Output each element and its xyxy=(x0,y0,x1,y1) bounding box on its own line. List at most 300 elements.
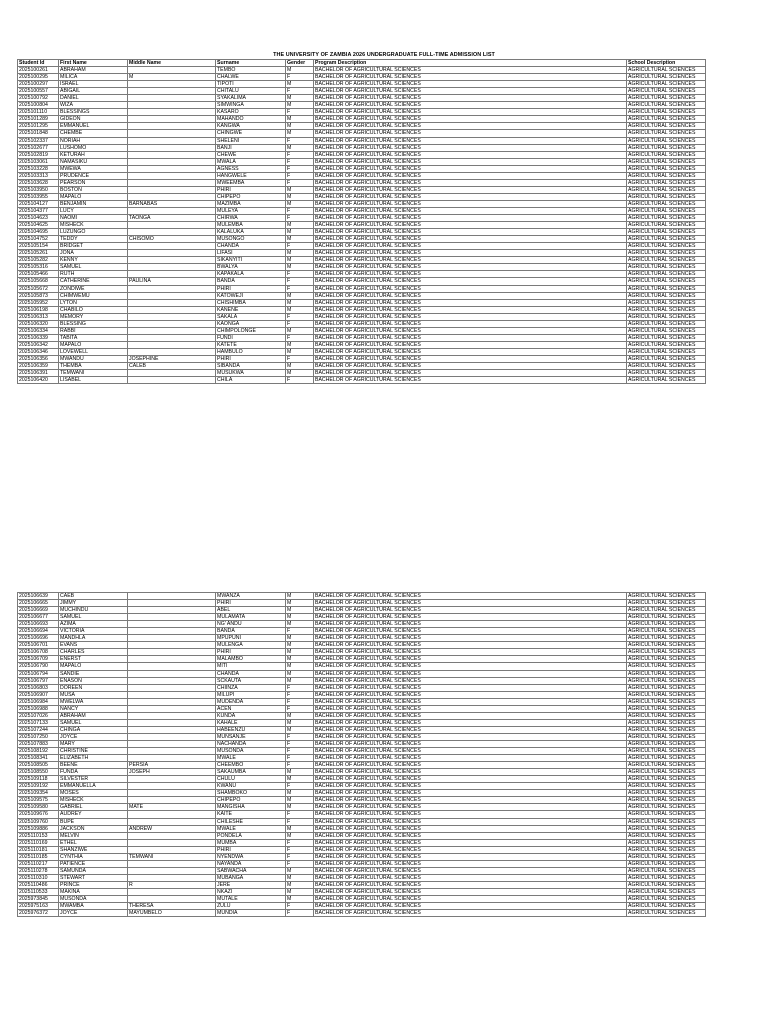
school-description-cell: AGRICULTURAL SCIENCES xyxy=(627,151,706,158)
gender-cell: M xyxy=(286,229,314,236)
table-row xyxy=(18,193,706,200)
program-description-cell: BACHELOR OF AGRICULTURAL SCIENCES xyxy=(314,656,627,663)
gender-cell: M xyxy=(286,95,314,102)
student-id-cell: 2025110533 xyxy=(18,888,59,895)
table-row xyxy=(18,698,706,705)
student-id-cell: 2025102337 xyxy=(18,137,59,144)
admission-table-block-1 xyxy=(17,59,706,384)
surname-cell: NAYANDA xyxy=(216,860,286,867)
first-name-cell: MAPALO xyxy=(59,193,128,200)
gender-cell: F xyxy=(286,748,314,755)
table-row xyxy=(18,846,706,853)
student-id-cell: 2025973845 xyxy=(18,896,59,903)
school-description-cell: AGRICULTURAL SCIENCES xyxy=(627,74,706,81)
surname-cell: KWANU xyxy=(216,783,286,790)
table-row xyxy=(18,755,706,762)
student-id-cell: 2025106988 xyxy=(18,705,59,712)
first-name-cell: MAPALO xyxy=(59,663,128,670)
school-description-cell: AGRICULTURAL SCIENCES xyxy=(627,649,706,656)
gender-cell: M xyxy=(286,200,314,207)
student-id-cell: 2025106790 xyxy=(18,663,59,670)
student-id-cell: 2025106907 xyxy=(18,691,59,698)
program-description-cell: BACHELOR OF AGRICULTURAL SCIENCES xyxy=(314,102,627,109)
surname-cell: CHISHIMBA xyxy=(216,299,286,306)
first-name-cell: SAMUEL xyxy=(59,614,128,621)
first-name-cell: MEMORY xyxy=(59,313,128,320)
surname-cell: SIKANYITI xyxy=(216,257,286,264)
first-name-cell: SILVESTER xyxy=(59,776,128,783)
first-name-cell: CATHERINE xyxy=(59,278,128,285)
table-row xyxy=(18,783,706,790)
first-name-cell: CAEB xyxy=(59,593,128,600)
middle-name-cell xyxy=(128,320,216,327)
surname-cell: CHALWE xyxy=(216,74,286,81)
surname-cell: BWALYA xyxy=(216,264,286,271)
surname-cell: KATOWEJI xyxy=(216,292,286,299)
table-row xyxy=(18,285,706,292)
student-id-cell: 2025109676 xyxy=(18,811,59,818)
middle-name-cell xyxy=(128,712,216,719)
school-description-cell: AGRICULTURAL SCIENCES xyxy=(627,377,706,384)
student-id-cell: 2025110181 xyxy=(18,846,59,853)
middle-name-cell xyxy=(128,292,216,299)
gender-cell: F xyxy=(286,853,314,860)
gender-cell: M xyxy=(286,719,314,726)
program-description-cell: BACHELOR OF AGRICULTURAL SCIENCES xyxy=(314,264,627,271)
table-row xyxy=(18,867,706,874)
gender-cell: M xyxy=(286,642,314,649)
school-description-cell: AGRICULTURAL SCIENCES xyxy=(627,797,706,804)
first-name-cell: MUSONDA xyxy=(59,896,128,903)
table-row xyxy=(18,109,706,116)
program-description-cell: BACHELOR OF AGRICULTURAL SCIENCES xyxy=(314,755,627,762)
gender-cell: F xyxy=(286,903,314,910)
table-row xyxy=(18,712,706,719)
gender-cell: M xyxy=(286,193,314,200)
gender-cell: F xyxy=(286,278,314,285)
gender-cell: M xyxy=(286,804,314,811)
program-description-cell: BACHELOR OF AGRICULTURAL SCIENCES xyxy=(314,825,627,832)
program-description-cell: BACHELOR OF AGRICULTURAL SCIENCES xyxy=(314,853,627,860)
middle-name-cell xyxy=(128,656,216,663)
first-name-cell: RUTH xyxy=(59,271,128,278)
gender-cell: M xyxy=(286,663,314,670)
middle-name-cell xyxy=(128,186,216,193)
program-description-cell: BACHELOR OF AGRICULTURAL SCIENCES xyxy=(314,910,627,917)
first-name-cell: DOREEN xyxy=(59,684,128,691)
gender-cell: M xyxy=(286,670,314,677)
school-description-cell: AGRICULTURAL SCIENCES xyxy=(627,818,706,825)
gender-cell: M xyxy=(286,341,314,348)
program-description-cell: BACHELOR OF AGRICULTURAL SCIENCES xyxy=(314,313,627,320)
middle-name-cell xyxy=(128,748,216,755)
program-description-cell: BACHELOR OF AGRICULTURAL SCIENCES xyxy=(314,804,627,811)
middle-name-cell: ANDREW xyxy=(128,825,216,832)
header-first-name: First Name xyxy=(59,60,128,67)
surname-cell: MUDENDA xyxy=(216,698,286,705)
surname-cell: MPUPUNI xyxy=(216,635,286,642)
first-name-cell: TEDDY xyxy=(59,236,128,243)
first-name-cell: MWANDU xyxy=(59,355,128,362)
surname-cell: KANENE xyxy=(216,306,286,313)
table-row xyxy=(18,334,706,341)
table-row xyxy=(18,292,706,299)
first-name-cell: FUNDA xyxy=(59,769,128,776)
first-name-cell: MILICA xyxy=(59,74,128,81)
middle-name-cell xyxy=(128,193,216,200)
surname-cell: MALAMBO xyxy=(216,656,286,663)
surname-cell: SAKALA xyxy=(216,313,286,320)
surname-cell: MUMBA xyxy=(216,839,286,846)
surname-cell: SABWACHA xyxy=(216,867,286,874)
table-row xyxy=(18,719,706,726)
first-name-cell: PRUDENCE xyxy=(59,172,128,179)
surname-cell: MULEMBA xyxy=(216,222,286,229)
gender-cell: M xyxy=(286,299,314,306)
student-id-cell: 2025106709 xyxy=(18,656,59,663)
gender-cell: M xyxy=(286,896,314,903)
middle-name-cell xyxy=(128,896,216,903)
program-description-cell: BACHELOR OF AGRICULTURAL SCIENCES xyxy=(314,130,627,137)
middle-name-cell xyxy=(128,207,216,214)
program-description-cell: BACHELOR OF AGRICULTURAL SCIENCES xyxy=(314,222,627,229)
first-name-cell: SAMUEL xyxy=(59,719,128,726)
surname-cell: CHIINZA xyxy=(216,684,286,691)
first-name-cell: MWAMBA xyxy=(59,903,128,910)
gender-cell: M xyxy=(286,327,314,334)
gender-cell: M xyxy=(286,635,314,642)
school-description-cell: AGRICULTURAL SCIENCES xyxy=(627,116,706,123)
student-id-cell: 2025101848 xyxy=(18,130,59,137)
school-description-cell: AGRICULTURAL SCIENCES xyxy=(627,172,706,179)
header-gender: Gender xyxy=(286,60,314,67)
program-description-cell: BACHELOR OF AGRICULTURAL SCIENCES xyxy=(314,257,627,264)
first-name-cell: CHARLES xyxy=(59,649,128,656)
table-row xyxy=(18,769,706,776)
surname-cell: ZULU xyxy=(216,903,286,910)
table-row xyxy=(18,733,706,740)
middle-name-cell: TEMWANI xyxy=(128,853,216,860)
middle-name-cell xyxy=(128,81,216,88)
gender-cell: M xyxy=(286,222,314,229)
table-row xyxy=(18,818,706,825)
school-description-cell: AGRICULTURAL SCIENCES xyxy=(627,867,706,874)
surname-cell: BANJI xyxy=(216,144,286,151)
table-row xyxy=(18,860,706,867)
student-id-cell: 2025103955 xyxy=(18,193,59,200)
gender-cell: M xyxy=(286,593,314,600)
school-description-cell: AGRICULTURAL SCIENCES xyxy=(627,607,706,614)
surname-cell: CHANDA xyxy=(216,243,286,250)
student-id-cell: 2025103950 xyxy=(18,186,59,193)
student-id-cell: 2025109354 xyxy=(18,790,59,797)
middle-name-cell: PERSIA xyxy=(128,762,216,769)
first-name-cell: NANCY xyxy=(59,705,128,712)
student-id-cell: 2025105466 xyxy=(18,271,59,278)
middle-name-cell xyxy=(128,726,216,733)
middle-name-cell xyxy=(128,860,216,867)
table-row xyxy=(18,839,706,846)
program-description-cell: BACHELOR OF AGRICULTURAL SCIENCES xyxy=(314,193,627,200)
gender-cell: F xyxy=(286,151,314,158)
school-description-cell: AGRICULTURAL SCIENCES xyxy=(627,733,706,740)
student-id-cell: 2025104377 xyxy=(18,207,59,214)
middle-name-cell xyxy=(128,250,216,257)
gender-cell: M xyxy=(286,607,314,614)
middle-name-cell xyxy=(128,165,216,172)
middle-name-cell xyxy=(128,649,216,656)
program-description-cell: BACHELOR OF AGRICULTURAL SCIENCES xyxy=(314,698,627,705)
gender-cell: M xyxy=(286,677,314,684)
surname-cell: MILUPI xyxy=(216,691,286,698)
first-name-cell: ABRAHAM xyxy=(59,67,128,74)
middle-name-cell xyxy=(128,341,216,348)
table-row xyxy=(18,910,706,917)
program-description-cell: BACHELOR OF AGRICULTURAL SCIENCES xyxy=(314,370,627,377)
table-row xyxy=(18,222,706,229)
middle-name-cell xyxy=(128,740,216,747)
program-description-cell: BACHELOR OF AGRICULTURAL SCIENCES xyxy=(314,348,627,355)
school-description-cell: AGRICULTURAL SCIENCES xyxy=(627,257,706,264)
surname-cell: CHILA xyxy=(216,377,286,384)
surname-cell: NACHANDA xyxy=(216,740,286,747)
table-row xyxy=(18,327,706,334)
gender-cell: F xyxy=(286,762,314,769)
surname-cell: BANDA xyxy=(216,628,286,635)
middle-name-cell xyxy=(128,719,216,726)
surname-cell: JERE xyxy=(216,881,286,888)
first-name-cell: JONA xyxy=(59,250,128,257)
first-name-cell: MARY xyxy=(59,740,128,747)
school-description-cell: AGRICULTURAL SCIENCES xyxy=(627,910,706,917)
school-description-cell: AGRICULTURAL SCIENCES xyxy=(627,200,706,207)
surname-cell: CHINGWE xyxy=(216,130,286,137)
table-row xyxy=(18,600,706,607)
gender-cell: M xyxy=(286,67,314,74)
school-description-cell: AGRICULTURAL SCIENCES xyxy=(627,663,706,670)
table-row xyxy=(18,137,706,144)
gender-cell: F xyxy=(286,811,314,818)
student-id-cell: 2025108192 xyxy=(18,748,59,755)
middle-name-cell xyxy=(128,109,216,116)
gender-cell: M xyxy=(286,888,314,895)
surname-cell: KATETE xyxy=(216,341,286,348)
surname-cell: CHEWE xyxy=(216,151,286,158)
table-row xyxy=(18,243,706,250)
table-row xyxy=(18,776,706,783)
gender-cell: M xyxy=(286,776,314,783)
student-id-cell: 2025107244 xyxy=(18,726,59,733)
table-row xyxy=(18,607,706,614)
surname-cell: MAZIMBA xyxy=(216,200,286,207)
table-row xyxy=(18,200,706,207)
gender-cell: M xyxy=(286,832,314,839)
gender-cell: M xyxy=(286,769,314,776)
school-description-cell: AGRICULTURAL SCIENCES xyxy=(627,95,706,102)
school-description-cell: AGRICULTURAL SCIENCES xyxy=(627,698,706,705)
table-row xyxy=(18,903,706,910)
first-name-cell: WIZA xyxy=(59,102,128,109)
program-description-cell: BACHELOR OF AGRICULTURAL SCIENCES xyxy=(314,299,627,306)
middle-name-cell xyxy=(128,874,216,881)
surname-cell: HANGWELE xyxy=(216,172,286,179)
program-description-cell: BACHELOR OF AGRICULTURAL SCIENCES xyxy=(314,123,627,130)
student-id-cell: 2025976372 xyxy=(18,910,59,917)
school-description-cell: AGRICULTURAL SCIENCES xyxy=(627,825,706,832)
surname-cell: HABEENZU xyxy=(216,726,286,733)
gender-cell: F xyxy=(286,684,314,691)
program-description-cell: BACHELOR OF AGRICULTURAL SCIENCES xyxy=(314,278,627,285)
program-description-cell: BACHELOR OF AGRICULTURAL SCIENCES xyxy=(314,691,627,698)
middle-name-cell: CALEB xyxy=(128,363,216,370)
program-description-cell: BACHELOR OF AGRICULTURAL SCIENCES xyxy=(314,165,627,172)
first-name-cell: CHEMBE xyxy=(59,130,128,137)
program-description-cell: BACHELOR OF AGRICULTURAL SCIENCES xyxy=(314,719,627,726)
table-row xyxy=(18,649,706,656)
school-description-cell: AGRICULTURAL SCIENCES xyxy=(627,896,706,903)
program-description-cell: BACHELOR OF AGRICULTURAL SCIENCES xyxy=(314,341,627,348)
gender-cell: F xyxy=(286,755,314,762)
gender-cell: F xyxy=(286,783,314,790)
school-description-cell: AGRICULTURAL SCIENCES xyxy=(627,144,706,151)
school-description-cell: AGRICULTURAL SCIENCES xyxy=(627,853,706,860)
middle-name-cell xyxy=(128,144,216,151)
gender-cell: F xyxy=(286,137,314,144)
program-description-cell: BACHELOR OF AGRICULTURAL SCIENCES xyxy=(314,363,627,370)
table-row xyxy=(18,278,706,285)
surname-cell: TEMBO xyxy=(216,67,286,74)
student-id-cell: 2025106797 xyxy=(18,677,59,684)
table-row xyxy=(18,656,706,663)
program-description-cell: BACHELOR OF AGRICULTURAL SCIENCES xyxy=(314,896,627,903)
program-description-cell: BACHELOR OF AGRICULTURAL SCIENCES xyxy=(314,649,627,656)
program-description-cell: BACHELOR OF AGRICULTURAL SCIENCES xyxy=(314,320,627,327)
table-row xyxy=(18,236,706,243)
student-id-cell: 2025106334 xyxy=(18,327,59,334)
gender-cell: M xyxy=(286,257,314,264)
program-description-cell: BACHELOR OF AGRICULTURAL SCIENCES xyxy=(314,846,627,853)
middle-name-cell xyxy=(128,776,216,783)
student-id-cell: 2025106693 xyxy=(18,621,59,628)
surname-cell: MWALA xyxy=(216,158,286,165)
student-id-cell: 2025110217 xyxy=(18,860,59,867)
student-id-cell: 2025100295 xyxy=(18,74,59,81)
middle-name-cell xyxy=(128,663,216,670)
gender-cell: M xyxy=(286,250,314,257)
first-name-cell: CHRISTINE xyxy=(59,748,128,755)
gender-cell: M xyxy=(286,790,314,797)
first-name-cell: MUSA xyxy=(59,691,128,698)
gender-cell: M xyxy=(286,363,314,370)
middle-name-cell xyxy=(128,123,216,130)
program-description-cell: BACHELOR OF AGRICULTURAL SCIENCES xyxy=(314,116,627,123)
first-name-cell: MAPALO xyxy=(59,341,128,348)
middle-name-cell: M xyxy=(128,74,216,81)
surname-cell: PHIRI xyxy=(216,355,286,362)
surname-cell: KAITE xyxy=(216,811,286,818)
school-description-cell: AGRICULTURAL SCIENCES xyxy=(627,299,706,306)
program-description-cell: BACHELOR OF AGRICULTURAL SCIENCES xyxy=(314,621,627,628)
middle-name-cell xyxy=(128,846,216,853)
program-description-cell: BACHELOR OF AGRICULTURAL SCIENCES xyxy=(314,684,627,691)
student-id-cell: 2025101295 xyxy=(18,123,59,130)
surname-cell: SCKAUTA xyxy=(216,677,286,684)
student-id-cell: 2025100557 xyxy=(18,88,59,95)
program-description-cell: BACHELOR OF AGRICULTURAL SCIENCES xyxy=(314,355,627,362)
gender-cell: F xyxy=(286,377,314,384)
middle-name-cell xyxy=(128,811,216,818)
student-id-cell: 2025107133 xyxy=(18,719,59,726)
student-id-cell: 2025106669 xyxy=(18,607,59,614)
program-description-cell: BACHELOR OF AGRICULTURAL SCIENCES xyxy=(314,762,627,769)
middle-name-cell xyxy=(128,691,216,698)
student-id-cell: 2025104695 xyxy=(18,229,59,236)
middle-name-cell xyxy=(128,172,216,179)
surname-cell: CHANDA xyxy=(216,670,286,677)
student-id-cell: 2025110310 xyxy=(18,874,59,881)
school-description-cell: AGRICULTURAL SCIENCES xyxy=(627,670,706,677)
surname-cell: PHIRI xyxy=(216,649,286,656)
first-name-cell: EMMANUELLA xyxy=(59,783,128,790)
table-row xyxy=(18,348,706,355)
school-description-cell: AGRICULTURAL SCIENCES xyxy=(627,363,706,370)
middle-name-cell xyxy=(128,670,216,677)
program-description-cell: BACHELOR OF AGRICULTURAL SCIENCES xyxy=(314,250,627,257)
table-row xyxy=(18,74,706,81)
table-row xyxy=(18,790,706,797)
first-name-cell: VICTORIA xyxy=(59,628,128,635)
student-id-cell: 2025104127 xyxy=(18,200,59,207)
middle-name-cell xyxy=(128,130,216,137)
first-name-cell: RABBI xyxy=(59,327,128,334)
table-row xyxy=(18,881,706,888)
first-name-cell: JIMMY xyxy=(59,600,128,607)
program-description-cell: BACHELOR OF AGRICULTURAL SCIENCES xyxy=(314,144,627,151)
program-description-cell: BACHELOR OF AGRICULTURAL SCIENCES xyxy=(314,733,627,740)
table-row xyxy=(18,123,706,130)
gender-cell: F xyxy=(286,74,314,81)
table-row xyxy=(18,663,706,670)
table-row xyxy=(18,726,706,733)
school-description-cell: AGRICULTURAL SCIENCES xyxy=(627,656,706,663)
surname-cell: MWALE xyxy=(216,755,286,762)
surname-cell: MWEEMBA xyxy=(216,179,286,186)
first-name-cell: MELVIN xyxy=(59,832,128,839)
surname-cell: NG' ANDU xyxy=(216,621,286,628)
table-row xyxy=(18,888,706,895)
table-row xyxy=(18,264,706,271)
middle-name-cell xyxy=(128,88,216,95)
program-description-cell: BACHELOR OF AGRICULTURAL SCIENCES xyxy=(314,628,627,635)
surname-cell: CHIMPOLONGE xyxy=(216,327,286,334)
student-id-cell: 2025106677 xyxy=(18,614,59,621)
program-description-cell: BACHELOR OF AGRICULTURAL SCIENCES xyxy=(314,769,627,776)
admission-table-block-2 xyxy=(17,592,706,917)
program-description-cell: BACHELOR OF AGRICULTURAL SCIENCES xyxy=(314,292,627,299)
program-description-cell: BACHELOR OF AGRICULTURAL SCIENCES xyxy=(314,215,627,222)
middle-name-cell xyxy=(128,614,216,621)
student-id-cell: 2025110185 xyxy=(18,853,59,860)
table-row xyxy=(18,271,706,278)
school-description-cell: AGRICULTURAL SCIENCES xyxy=(627,355,706,362)
surname-cell: ABEL xyxy=(216,607,286,614)
middle-name-cell: CHISOMO xyxy=(128,236,216,243)
school-description-cell: AGRICULTURAL SCIENCES xyxy=(627,712,706,719)
program-description-cell: BACHELOR OF AGRICULTURAL SCIENCES xyxy=(314,811,627,818)
header-student-id: Student Id xyxy=(18,60,59,67)
program-description-cell: BACHELOR OF AGRICULTURAL SCIENCES xyxy=(314,236,627,243)
table-row xyxy=(18,377,706,384)
